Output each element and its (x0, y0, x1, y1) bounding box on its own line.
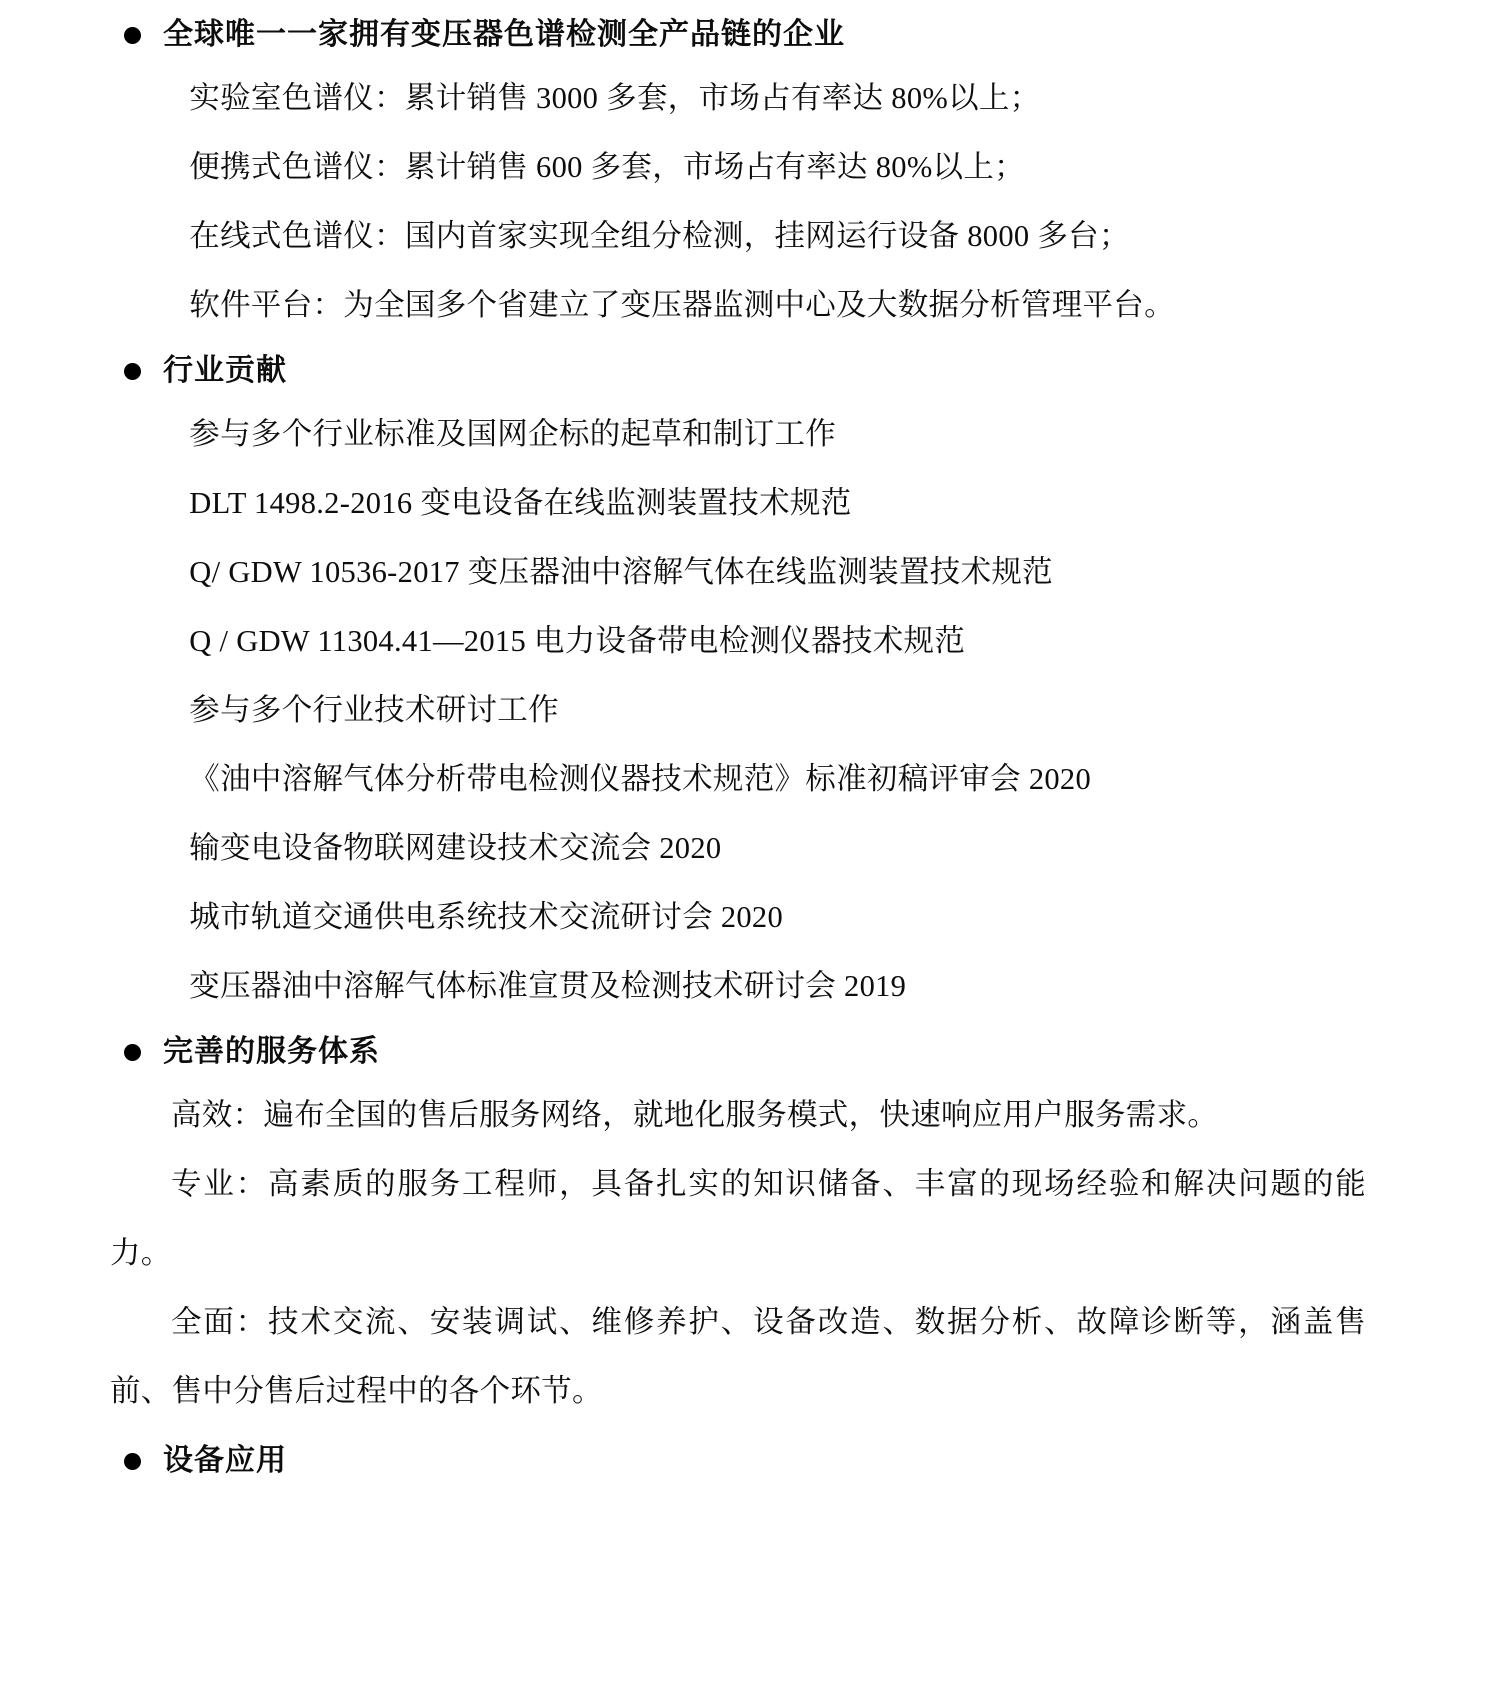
bullet-dot-icon (124, 1044, 141, 1061)
section-heading-text: 全球唯一一家拥有变压器色谱检测全产品链的企业 (163, 17, 845, 52)
paragraph: 高效：遍布全国的售后服务网络，就地化服务模式，快速响应用户服务需求。 (171, 1098, 1219, 1132)
paragraph: 专业：高素质的服务工程师，具备扎实的知识储备、丰富的现场经验和解决问题的能力。 (110, 1167, 1366, 1270)
bullet-dot-icon (124, 1453, 141, 1470)
section-body-3 (110, 1081, 1366, 1426)
section-heading-text: 完善的服务体系 (163, 1034, 380, 1069)
section-heading-4 (110, 1436, 1366, 1486)
section-body-1 (110, 64, 1366, 340)
section-heading-2 (110, 346, 1366, 396)
paragraph: 在线式色谱仪：国内首家实现全组分检测，挂网运行设备 8000 多台； (189, 219, 1130, 253)
bullet-dot-icon (124, 363, 141, 380)
paragraph: DLT 1498.2-2016 变电设备在线监测装置技术规范 (189, 486, 852, 520)
paragraph: 变压器油中溶解气体标准宣贯及检测技术研讨会 2019 (189, 969, 907, 1003)
section-heading-1 (110, 10, 1366, 60)
paragraph: 城市轨道交通供电系统技术交流研讨会 2020 (189, 900, 784, 934)
paragraph: 软件平台：为全国多个省建立了变压器监测中心及大数据分析管理平台。 (189, 288, 1175, 322)
paragraph: 参与多个行业标准及国网企标的起草和制订工作 (189, 417, 837, 451)
section-heading-text: 设备应用 (163, 1443, 287, 1478)
paragraph: Q/ GDW 10536-2017 变压器油中溶解气体在线监测装置技术规范 (189, 555, 1053, 589)
paragraph: 参与多个行业技术研讨工作 (189, 693, 559, 727)
paragraph: 实验室色谱仪：累计销售 3000 多套，市场占有率达 80%以上； (189, 81, 1041, 115)
paragraph: 《油中溶解气体分析带电检测仪器技术规范》标准初稿评审会 2020 (189, 762, 1092, 796)
paragraph: 便携式色谱仪：累计销售 600 多套，市场占有率达 80%以上； (189, 150, 1025, 184)
section-heading-3 (110, 1027, 1366, 1077)
section-body-2 (110, 400, 1366, 1021)
bullet-dot-icon (124, 27, 141, 44)
paragraph: 全面：技术交流、安装调试、维修养护、设备改造、数据分析、故障诊断等，涵盖售前、售中分售后过程中的各个环节。 (110, 1305, 1366, 1408)
section-heading-text: 行业贡献 (163, 353, 287, 388)
paragraph: 输变电设备物联网建设技术交流会 2020 (189, 831, 722, 865)
paragraph: Q / GDW 11304.41—2015 电力设备带电检测仪器技术规范 (189, 624, 966, 658)
